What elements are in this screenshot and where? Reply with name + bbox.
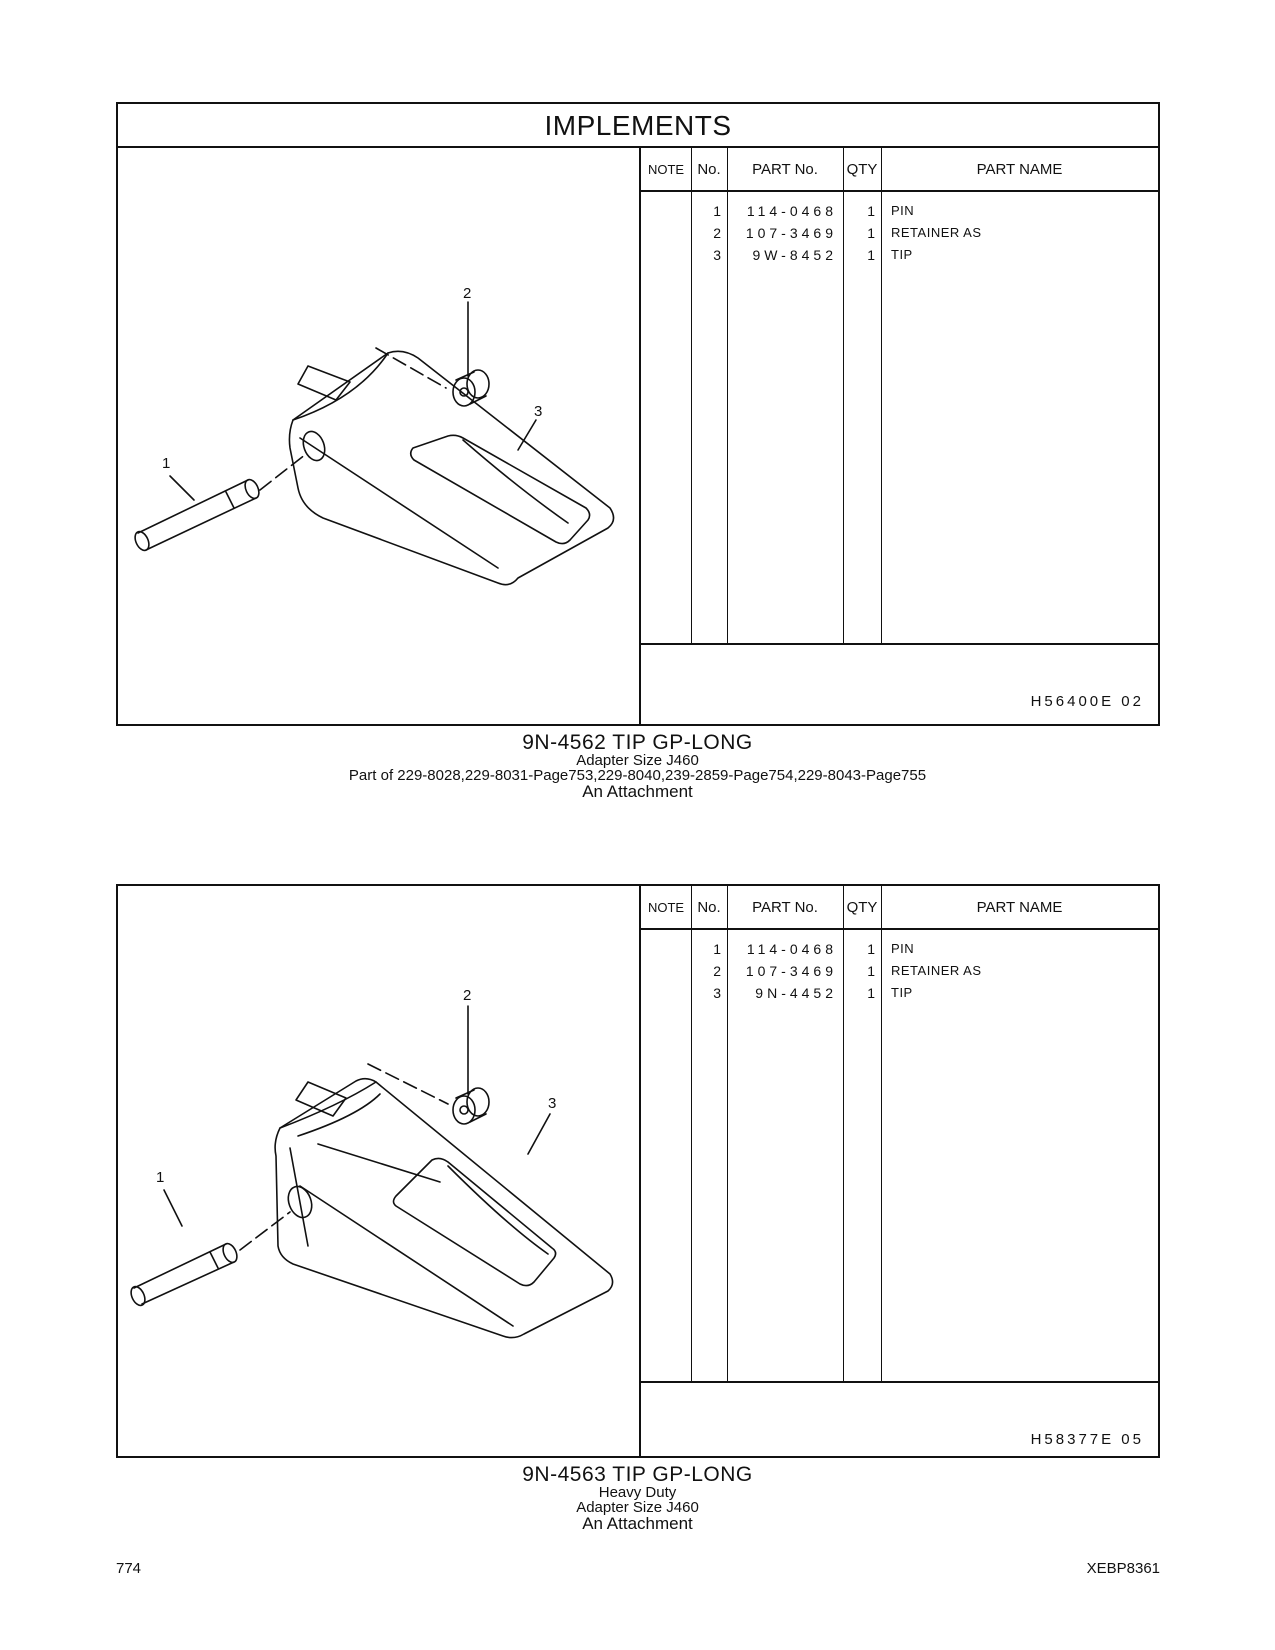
caption-line: Adapter Size J460 (576, 752, 699, 769)
illustration-2 (118, 886, 639, 1458)
table-rows (641, 200, 1158, 266)
header-part-name: PART NAME (976, 899, 1063, 916)
row-qty: 1 (867, 225, 875, 241)
row-no: 1 (713, 203, 721, 219)
row-no: 3 (713, 985, 721, 1001)
row-qty: 1 (867, 247, 875, 263)
illustration-1 (118, 148, 639, 726)
callout-3: 3 (534, 403, 543, 420)
parts-table-1 (639, 148, 1158, 724)
table-row (641, 244, 1158, 266)
caption-line: Part of 229-8028,229-8031-Page753,229-8040,239-2859-Page754,229-8043-Page755 (348, 767, 927, 784)
header-note: NOTE (647, 900, 685, 915)
table-footer-divider (641, 643, 1158, 645)
leader-1 (164, 1190, 182, 1226)
row-qty: 1 (867, 963, 875, 979)
row-part-name: TIP (891, 247, 913, 262)
tip-edge (280, 1082, 376, 1128)
row-part-no: 114-0468 (746, 203, 837, 219)
row-part-no: 107-3469 (745, 225, 837, 241)
pin-groove (226, 492, 234, 508)
parts-panel-1 (116, 102, 1160, 726)
pin-groove (210, 1252, 218, 1268)
row-part-no: 107-3469 (745, 963, 837, 979)
row-part-name: RETAINER AS (891, 963, 982, 978)
row-part-name: PIN (891, 941, 915, 956)
header-qty: QTY (846, 899, 878, 916)
table-rows (641, 938, 1158, 1004)
caption-line: An Attachment (582, 782, 693, 801)
tip-crease (300, 438, 498, 568)
tip-body (289, 351, 613, 584)
leader-1 (170, 476, 194, 500)
section-title: IMPLEMENTS (118, 104, 1158, 148)
row-part-no: 114-0468 (746, 941, 837, 957)
caption-line: An Attachment (582, 1514, 693, 1533)
caption-title: 9N-4563 TIP GP-LONG (522, 1463, 753, 1486)
row-no: 3 (713, 247, 721, 263)
table-row (641, 222, 1158, 244)
header-part-no: PART No. (752, 161, 818, 178)
tip-assembly-drawing-1 (118, 148, 639, 726)
callout-2: 2 (463, 987, 472, 1004)
tip-recess (394, 1158, 556, 1285)
row-part-name: TIP (891, 985, 913, 1000)
row-part-name: RETAINER AS (891, 225, 982, 240)
header-no: No. (697, 161, 721, 178)
caption-line: Heavy Duty (598, 1484, 677, 1501)
tip-crease (300, 1186, 513, 1326)
table-header (641, 886, 1158, 930)
tip-band (318, 1144, 440, 1182)
row-part-no: 9N-4452 (755, 985, 837, 1001)
row-part-name: PIN (891, 203, 915, 218)
retainer-back (467, 1088, 489, 1116)
header-part-no: PART No. (752, 899, 818, 916)
recess-line (463, 440, 568, 523)
tag-shape (298, 366, 350, 400)
header-no: No. (697, 899, 721, 916)
callout-1: 1 (156, 1169, 165, 1186)
page-number: 774 (116, 1560, 142, 1577)
caption-title: 9N-4562 TIP GP-LONG (522, 731, 753, 754)
header-qty: QTY (846, 161, 878, 178)
parts-table-2 (639, 886, 1158, 1456)
pin-hole (299, 428, 328, 463)
pin-top (134, 1244, 226, 1288)
leader-3 (518, 420, 536, 450)
row-no: 2 (713, 225, 721, 241)
row-no: 1 (713, 941, 721, 957)
row-qty: 1 (867, 941, 875, 957)
callout-3: 3 (548, 1095, 557, 1112)
header-note: NOTE (647, 162, 685, 177)
table-row (641, 982, 1158, 1004)
row-qty: 1 (867, 203, 875, 219)
pin-end (128, 1284, 147, 1307)
retainer-centerline (368, 1064, 448, 1104)
caption-line: Adapter Size J460 (576, 1499, 699, 1516)
figure-id: H56400E 02 (1030, 693, 1144, 710)
caption-2 (0, 1464, 1275, 1532)
pin-bottom (146, 498, 256, 550)
pin-bottom (142, 1262, 234, 1304)
callout-2: 2 (463, 285, 472, 302)
row-part-no: 9W-8452 (752, 247, 837, 263)
table-footer-divider (641, 1381, 1158, 1383)
callout-1: 1 (162, 455, 171, 472)
retainer-back (467, 370, 489, 398)
table-row (641, 960, 1158, 982)
tip-assembly-drawing-2 (118, 886, 639, 1458)
document-id: XEBP8361 (1086, 1560, 1160, 1577)
header-part-name: PART NAME (976, 161, 1063, 178)
pin-top (138, 480, 248, 533)
figure-id: H58377E 05 (1030, 1431, 1144, 1448)
table-row (641, 200, 1158, 222)
leader-3 (528, 1114, 550, 1154)
retainer-front (453, 1096, 475, 1124)
tip-side-ridge (290, 1148, 308, 1246)
retainer-front (453, 378, 475, 406)
row-qty: 1 (867, 985, 875, 1001)
table-header (641, 148, 1158, 192)
table-row (641, 938, 1158, 960)
tip-body (275, 1079, 612, 1338)
row-no: 2 (713, 963, 721, 979)
retainer-hole (460, 1106, 468, 1114)
caption-1 (0, 732, 1275, 800)
parts-panel-2 (116, 884, 1160, 1458)
pin-centerline (260, 454, 306, 490)
pin-centerline (240, 1212, 290, 1250)
